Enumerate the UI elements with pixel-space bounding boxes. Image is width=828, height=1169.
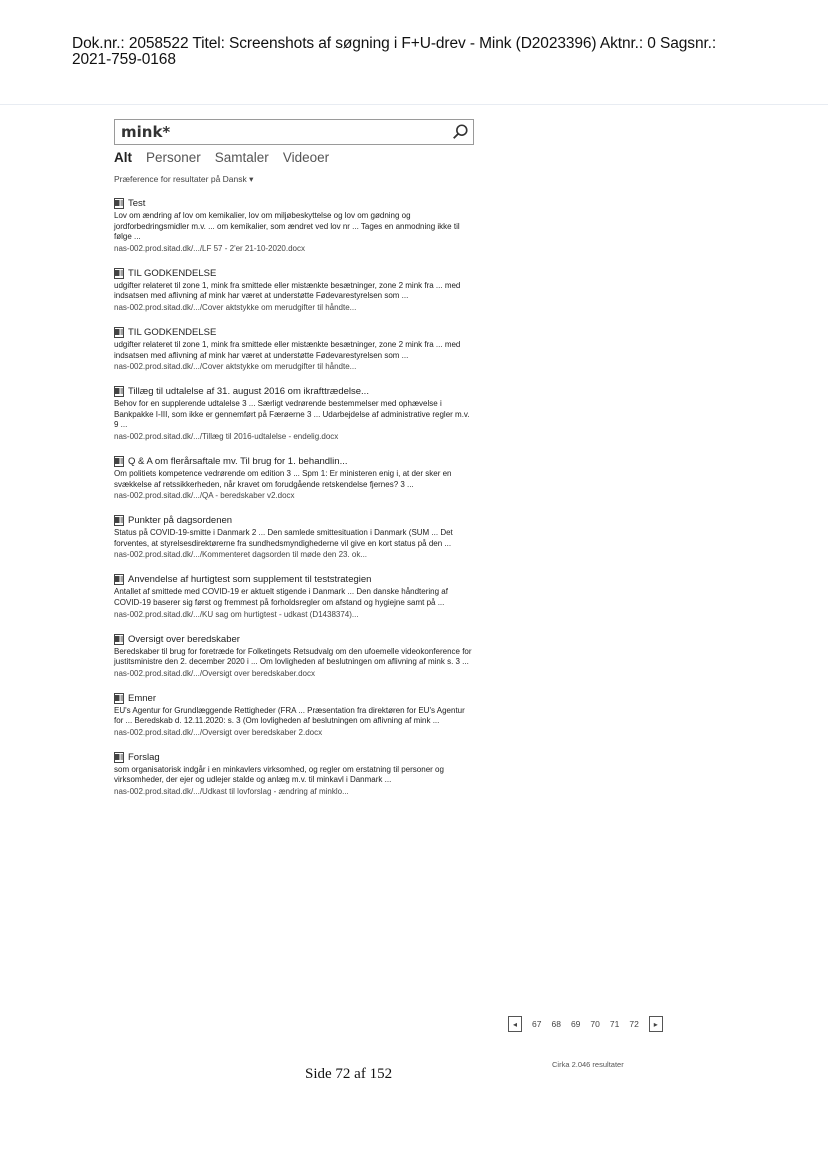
result-snippet: udgifter relateret til zone 1, mink fra smittede eller mistænkte besætninger, zone 2 mink fra ... med indsatsen med aflivning af mink har været at understøtte Fødevarestyrelsen som ... — [114, 280, 461, 301]
result-title-row[interactable] — [114, 574, 476, 585]
word-document-icon — [114, 268, 124, 279]
result-title[interactable]: Q & A om flerårsaftale mv. Til brug for 1. behandlin... — [128, 455, 348, 467]
result-url[interactable]: nas-002.prod.sitad.dk/.../Kommenteret dagsorden til møde den 23. ok... — [114, 550, 368, 560]
prev-page-button[interactable]: ◂ — [508, 1016, 522, 1032]
page-number-footer: Side 72 af 152 — [305, 1066, 393, 1082]
search-result — [114, 693, 476, 738]
search-box[interactable] — [114, 119, 474, 145]
search-result — [114, 268, 476, 313]
word-document-icon — [114, 456, 124, 467]
result-title-row[interactable] — [114, 456, 476, 467]
result-title-row[interactable] — [114, 515, 476, 526]
word-document-icon — [114, 327, 124, 338]
search-input[interactable]: mink* — [121, 123, 171, 141]
header-line-1: Dok.nr.: 2058522 Titel: Screenshots af søgning i F+U-drev - Mink (D2023396) Aktnr.: 0 Sagsnr.: — [72, 35, 717, 52]
page-link[interactable]: 67 — [532, 1019, 542, 1029]
page-link[interactable]: 69 — [570, 1019, 581, 1029]
result-snippet: Behov for en supplerende udtalelse 3 ... Særligt vedrørende bestemmelser med ophævelse i Bankpakke I-III, som ikke er gennemført på Færøerne 3 ... Udarbejdelse af administrative regler m.v. 9 ... — [114, 399, 470, 430]
result-title[interactable]: Test — [128, 198, 146, 209]
result-title-row[interactable] — [114, 198, 476, 209]
search-result — [114, 752, 476, 797]
search-result — [114, 386, 476, 442]
search-result — [114, 456, 476, 501]
word-document-icon — [114, 198, 124, 209]
document-header — [72, 36, 792, 68]
tab-videoer[interactable]: Videoer — [282, 150, 330, 165]
result-title[interactable]: Anvendelse af hurtigtest som supplement til teststrategien — [128, 574, 372, 586]
search-result — [114, 574, 476, 619]
result-url[interactable]: nas-002.prod.sitad.dk/.../Tillæg til 2016-udtalelse - endelig.docx — [114, 431, 339, 441]
result-title[interactable]: TIL GODKENDELSE — [128, 267, 217, 279]
result-snippet: som organisatorisk indgår i en minkavlers virksomhed, og regler om erstatning til personer og virksomheder, der ejer og udlejer stalde og anlæg m.v. til minkavl i Danmark ... — [114, 764, 444, 785]
result-title-row[interactable] — [114, 268, 476, 279]
result-url[interactable]: nas-002.prod.sitad.dk/.../Cover aktstykke om merudgifter til håndte... — [114, 302, 357, 312]
result-count: Cirka 2.046 resultater — [552, 1060, 624, 1069]
result-url[interactable]: nas-002.prod.sitad.dk/.../Oversigt over beredskaber 2.docx — [114, 727, 323, 737]
search-tabs — [114, 150, 329, 166]
result-title-row[interactable] — [114, 386, 476, 397]
word-document-icon — [114, 386, 124, 397]
word-document-icon — [114, 634, 124, 645]
search-result — [114, 198, 476, 254]
result-snippet: Lov om ændring af lov om kemikalier, lov om miljøbeskyttelse og lov om gødning og jordforbedringsmidler m.v. ... om kemikalier, som ændret ved lov nr ... Tages en anmodning ikke til følge ... — [114, 211, 460, 242]
result-title[interactable]: Oversigt over beredskaber — [128, 633, 240, 645]
result-title[interactable]: Forslag — [128, 751, 160, 763]
result-snippet: udgifter relateret til zone 1, mink fra smittede eller mistænkte besætninger, zone 2 mink fra ... med indsatsen med aflivning af mink har været at understøtte Fødevarestyrelsen som ... — [114, 339, 461, 360]
result-title[interactable]: Punkter på dagsordenen — [128, 515, 233, 527]
result-snippet: Antallet af smittede med COVID-19 er aktuelt stigende i Danmark ... Den danske håndtering af COVID-19 baserer sig først og fremmest på forholdsregler om afstand og hygiejne samt på ... — [114, 587, 448, 607]
next-page-button[interactable]: ▸ — [649, 1016, 663, 1032]
result-url[interactable]: nas-002.prod.sitad.dk/.../KU sag om hurtigtest - udkast (D1438374)... — [114, 609, 359, 619]
current-page[interactable]: 72 — [629, 1019, 639, 1029]
results-list — [114, 198, 476, 811]
word-document-icon — [114, 574, 124, 585]
word-document-icon — [114, 693, 124, 704]
language-preference[interactable]: Præference for resultater på Dansk ▾ — [114, 174, 254, 184]
tab-alt[interactable]: Alt — [114, 150, 132, 165]
result-title[interactable]: TIL GODKENDELSE — [128, 326, 217, 338]
page-link[interactable]: 70 — [590, 1019, 600, 1029]
search-icon[interactable] — [451, 123, 469, 141]
result-title[interactable]: Tillæg til udtalelse af 31. august 2016 om ikrafttrædelse... — [128, 386, 369, 398]
result-url[interactable]: nas-002.prod.sitad.dk/.../Oversigt over beredskaber.docx — [114, 668, 315, 678]
page-link[interactable]: 71 — [609, 1019, 620, 1029]
header-line-2: 2021-759-0168 — [72, 51, 176, 68]
result-title-row[interactable] — [114, 752, 476, 763]
result-title-row[interactable] — [114, 693, 476, 704]
search-result — [114, 634, 476, 679]
search-result — [114, 515, 476, 560]
search-result — [114, 327, 476, 372]
word-document-icon — [114, 752, 124, 763]
result-url[interactable]: nas-002.prod.sitad.dk/.../Udkast til lovforslag - ændring af minklo... — [114, 787, 349, 797]
divider — [0, 104, 828, 105]
result-title-row[interactable] — [114, 327, 476, 338]
result-snippet: Om politiets kompetence vedrørende om edition 3 ... Spm 1: Er ministeren enig i, at der sker en svækkelse af retssikkerheden, når kravet om forudgående retskendelse fjernes? 3 ... — [114, 468, 452, 489]
word-document-icon — [114, 515, 124, 526]
pagination — [508, 1016, 663, 1032]
result-url[interactable]: nas-002.prod.sitad.dk/.../Cover aktstykke om merudgifter til håndte... — [114, 362, 357, 372]
result-snippet: Beredskaber til brug for foretræde for Folketingets Retsudvalg om den ufoemelle videokonference for justitsministre den 2. december 2020 i ... Om lovligheden af beslutningen om aflivning af mink s. 3 ... — [114, 646, 472, 667]
result-url[interactable]: nas-002.prod.sitad.dk/.../QA - beredskaber v2.docx — [114, 491, 295, 501]
result-snippet: Status på COVID-19-smitte i Danmark 2 ... Den samlede smittesituation i Danmark (SUM ... Det forventes, at styrelsesdirektørerne fra sundhedsmyndighederne vil give en kort status på den ... — [114, 528, 453, 548]
tab-personer[interactable]: Personer — [146, 150, 201, 165]
result-snippet: EU's Agentur for Grundlæggende Rettigheder (FRA ... Præsentation fra direktøren for EU's Agentur for ... Beredskab d. 12.11.2020: s. 3 (Om lovligheden af beslutningen om aflivning af mink ... — [114, 705, 465, 726]
result-url[interactable]: nas-002.prod.sitad.dk/.../LF 57 - 2'er 21-10-2020.docx — [114, 243, 305, 253]
page-link[interactable]: 68 — [551, 1019, 561, 1029]
result-title[interactable]: Emner — [128, 692, 156, 704]
tab-samtaler[interactable]: Samtaler — [214, 150, 269, 165]
result-title-row[interactable] — [114, 634, 476, 645]
